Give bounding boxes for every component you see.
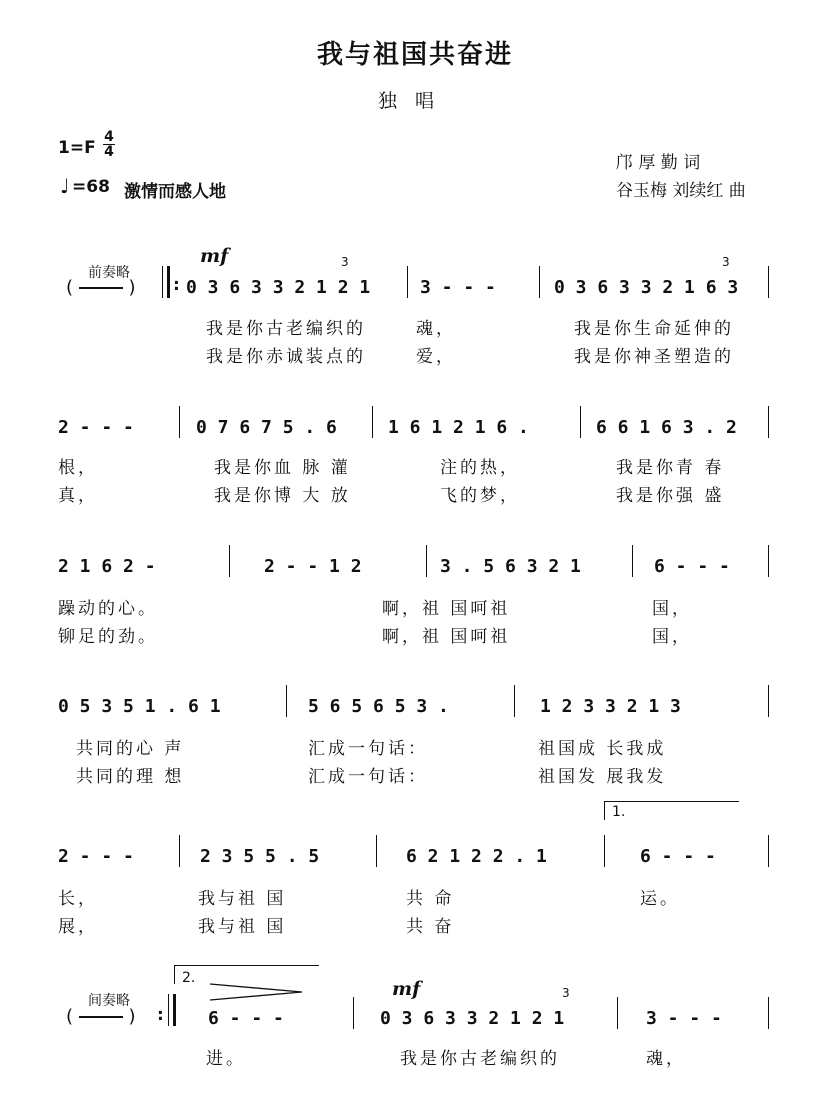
r6-m3-notes: 3 - - -	[646, 1008, 722, 1029]
barline	[768, 835, 770, 867]
barline	[179, 406, 181, 438]
r6-lyric-v1-c: 魂，	[646, 1049, 686, 1069]
r2-m1-notes: 2 - - -	[58, 417, 134, 438]
r1-m3-notes: 0 3 6 3 3 2 1 6 3	[554, 277, 739, 298]
song-title: 我与祖国共奋进	[316, 40, 513, 70]
r6-m1-notes: 6 - - -	[208, 1008, 284, 1029]
r4-lyric-v2-c: 祖国发 展我发	[538, 767, 667, 787]
r5-lyric-v2-a: 展，	[58, 917, 98, 937]
barline	[768, 545, 770, 577]
r1-m2-notes: 3 - - -	[420, 277, 496, 298]
dynamic-mf: mf	[200, 245, 229, 267]
r5-m4-notes: 6 - - -	[640, 846, 716, 867]
triplet-mark: 3	[341, 255, 349, 269]
volta-label-1: 1.	[612, 804, 626, 820]
composer-credit: 谷玉梅 刘续红 曲	[616, 181, 746, 201]
volta-label-2: 2.	[182, 970, 196, 986]
r4-lyric-v1-c: 祖国成 长我成	[538, 739, 667, 759]
r4-lyric-v2-a: 共同的理 想	[76, 767, 185, 787]
r2-lyric-v2-b: 我是你博 大 放	[214, 486, 351, 506]
r1-lyric-v1-b: 魂，	[416, 319, 456, 339]
r1-lyric-v2-a: 我是你赤诚装点的	[206, 347, 366, 367]
tempo-value: =68	[72, 177, 110, 197]
r5-lyric-v1-a: 长，	[58, 889, 98, 909]
barline	[514, 685, 516, 717]
r3-m1-notes: 2 1 6 2 -	[58, 556, 156, 577]
r2-lyric-v2-d: 我是你强 盛	[616, 486, 725, 506]
barline	[179, 835, 181, 867]
barline	[376, 835, 378, 867]
r5-lyric-v1-d: 运。	[640, 889, 680, 909]
barline	[768, 266, 770, 298]
barline	[286, 685, 288, 717]
r3-lyric-v2-b: 啊，祖 国呵祖	[382, 627, 511, 647]
r5-lyric-v2-b: 我与祖 国	[198, 917, 287, 937]
r2-lyric-v1-a: 根，	[58, 458, 98, 478]
r5-m3-notes: 6 2 1 2 2 . 1	[406, 846, 547, 867]
barline	[768, 685, 770, 717]
r6-m2-notes: 0 3 6 3 3 2 1 2 1	[380, 1008, 565, 1029]
r4-m2-notes: 5 6 5 6 5 3 .	[308, 696, 449, 717]
r2-lyric-v1-d: 我是你青 春	[616, 458, 725, 478]
decrescendo-hairpin	[210, 980, 306, 1004]
r3-lyric-v1-b: 啊，祖 国呵祖	[382, 599, 511, 619]
r3-lyric-v1-a: 躁动的心。	[58, 599, 158, 619]
interlude-label: 间奏略	[88, 993, 130, 1009]
barline	[426, 545, 428, 577]
barline	[604, 835, 606, 867]
intro-box: ( )	[66, 277, 136, 298]
r2-m3-notes: 1 6 1 2 1 6 .	[388, 417, 529, 438]
r1-lyric-v1-a: 我是你古老编织的	[206, 319, 366, 339]
barline	[229, 545, 231, 577]
r4-lyric-v2-b: 汇成一句话：	[308, 767, 428, 787]
barline	[617, 997, 619, 1029]
barline	[632, 545, 634, 577]
r3-m3-notes: 3 . 5 6 3 2 1	[440, 556, 581, 577]
r5-m2-notes: 2 3 5 5 . 5	[200, 846, 320, 867]
quarter-note-icon: ♩	[60, 174, 70, 198]
r6-lyric-v1-b: 我是你古老编织的	[400, 1049, 560, 1069]
r6-lyric-v1-a: 进。	[206, 1049, 246, 1069]
repeat-end-bar	[168, 994, 176, 1026]
dynamic-mf: mf	[392, 978, 421, 1000]
time-signature-bottom: 4	[104, 144, 114, 160]
r3-lyric-v2-a: 铆足的劲。	[58, 627, 158, 647]
expression-mark: 激情而感人地	[124, 182, 226, 202]
triplet-mark: 3	[562, 986, 570, 1000]
r2-m4-notes: 6 6 1 6 3 . 2	[596, 417, 737, 438]
lyricist-credit: 邝 厚 勤 词	[616, 153, 701, 173]
r5-m1-notes: 2 - - -	[58, 846, 134, 867]
interlude-box: ( )	[66, 1006, 136, 1027]
barline	[372, 406, 374, 438]
r3-m2-notes: 2 - - 1 2	[264, 556, 362, 577]
time-signature-top: 4	[104, 129, 114, 145]
repeat-dots: :	[155, 1004, 166, 1025]
r1-lyric-v1-c: 我是你生命延伸的	[574, 319, 734, 339]
intro-label: 前奏略	[88, 265, 130, 281]
r2-lyric-v1-c: 注的热，	[440, 458, 520, 478]
r5-lyric-v1-b: 我与祖 国	[198, 889, 287, 909]
r3-lyric-v1-c: 国，	[652, 599, 692, 619]
r5-lyric-v2-c: 共 奋	[406, 917, 455, 937]
r1-m1-notes: 0 3 6 3 3 2 1 2 1	[186, 277, 371, 298]
r4-m3-notes: 1 2 3 3 2 1 3	[540, 696, 681, 717]
triplet-mark: 3	[722, 255, 730, 269]
r2-lyric-v2-c: 飞的梦，	[440, 486, 520, 506]
r4-lyric-v1-a: 共同的心 声	[76, 739, 185, 759]
r2-m2-notes: 0 7 6 7 5 . 6	[196, 417, 337, 438]
r1-lyric-v2-b: 爱，	[416, 347, 456, 367]
r4-lyric-v1-b: 汇成一句话：	[308, 739, 428, 759]
barline	[539, 266, 541, 298]
r1-lyric-v2-c: 我是你神圣塑造的	[574, 347, 734, 367]
barline	[580, 406, 582, 438]
r2-lyric-v2-a: 真，	[58, 486, 98, 506]
r2-lyric-v1-b: 我是你血 脉 灌	[214, 458, 351, 478]
r3-lyric-v2-c: 国，	[652, 627, 692, 647]
r3-m4-notes: 6 - - -	[654, 556, 730, 577]
barline	[768, 997, 770, 1029]
barline	[768, 406, 770, 438]
r4-m1-notes: 0 5 3 5 1 . 6 1	[58, 696, 221, 717]
key-signature: 1=F	[58, 138, 96, 158]
repeat-dots: :	[171, 274, 182, 295]
repeat-start-bar	[162, 266, 170, 298]
barline	[353, 997, 355, 1029]
barline	[407, 266, 409, 298]
r5-lyric-v1-c: 共 命	[406, 889, 455, 909]
time-signature	[103, 130, 115, 159]
song-subtitle: 独唱	[377, 90, 452, 112]
